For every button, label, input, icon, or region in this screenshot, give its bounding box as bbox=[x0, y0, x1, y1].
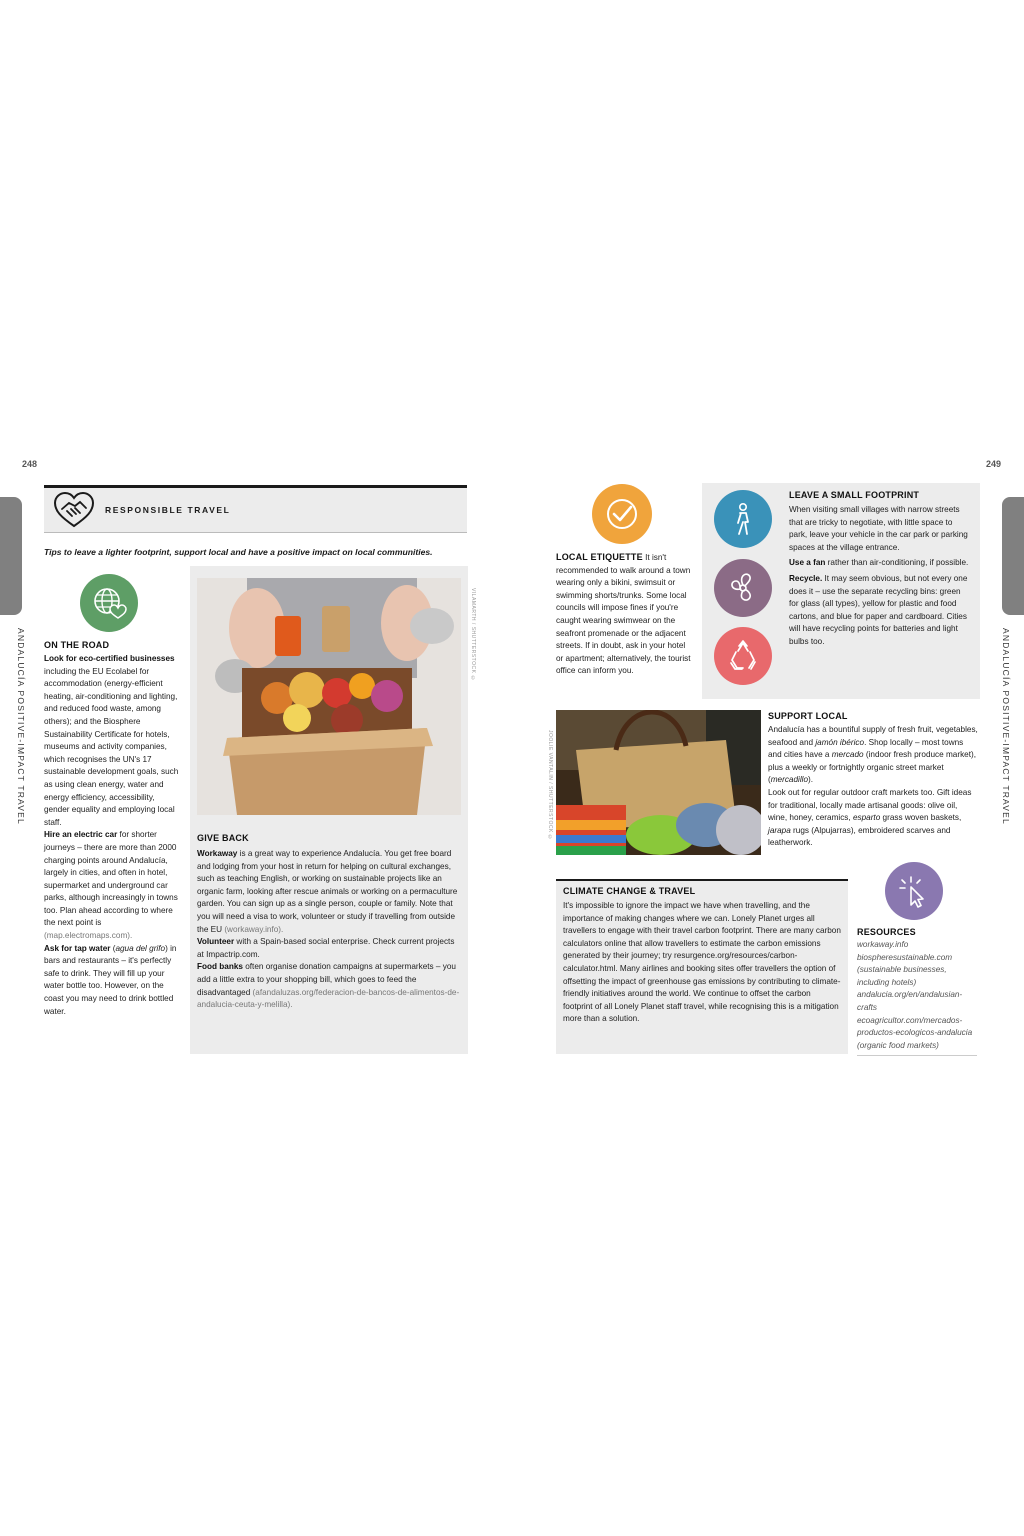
check-icon bbox=[592, 484, 652, 544]
on-the-road-text: Look for eco-certified businesses including the EU Ecolabel for accommodation (energy-efficient heating, air-conditioning and lighting, and reduced food waste, among others); and the Biosphere Sustainability Certificate for hotels, museums and activity companies, which recognises the UN's 17 sustainable development goals, such as using clean energy, water and energy efficiency, accessibility, gender equality and employing local staff. Hire an electric car for shorter journeys – there are more than 2000 charging points around Andalucía, largely in cities, and often in hotel, supermarket and underground car parks, although increasingly in towns too. Plan ahead according to where the next point is (map.electromaps.com). Ask for tap water (agua del grifo) in bars and restaurants – it's perfectly safe to drink. They will fill up your water bottle too. However, on the coast you may need to drink bottled water. bbox=[44, 654, 179, 1016]
resource-item[interactable]: workaway.info bbox=[857, 940, 909, 949]
intro-text: Tips to leave a lighter footprint, support local and have a positive impact on local communities. bbox=[44, 547, 433, 557]
give-back-text: Workaway is a great way to experience Andalucía. You get free board and lodging from your host in return for helping on cultural exchanges, such as teaching English, or working on sustainable projects like an organic farm, looking after rescue animals or working on a permaculture garden. You can sign up as a single person, couple or family. Note that you will need a visa to work, volunteer or study if travelling from outside the EU (workaway.info). Volunteer with a Spain-based social enterprise. Check current projects at Impactrip.com. Food banks often organise donation campaigns at supermarkets – you add a little extra to your shopping bill, which goes to feed the disadvantaged (afandaluzas.org/federacion-de-bancos-de-alimentos-de-andalucia-ceuta-y-melilla). bbox=[197, 849, 460, 1010]
globe-heart-icon bbox=[80, 574, 138, 632]
give-back-heading: GIVE BACK bbox=[197, 833, 249, 843]
fan-icon bbox=[714, 559, 772, 617]
walking-person-icon bbox=[714, 490, 772, 548]
resource-item[interactable]: ecoagricultor.com/mercados-productos-ecologicos-andalucia (organic food markets) bbox=[857, 1015, 973, 1050]
section-title: RESPONSIBLE TRAVEL bbox=[105, 505, 231, 515]
resource-item[interactable]: biospheresustainable.com (sustainable businesses, including hotels) bbox=[857, 952, 953, 987]
footprint-text: When visiting small villages with narrow streets that are tricky to negotiate, with little space to park, leave your vehicle in the car park or parking spaces at the village entrance. Use a fan rather than air-conditioning, if possible. Recycle. It may seem obvious, but not every one does it – use the separate recycling bins: green for glass (all types), yellow for plastic and food cartons, and blue for paper and cardboard. Cities will have recycling points for batteries and light bulbs too. bbox=[789, 504, 972, 649]
on-the-road-heading: ON THE ROAD bbox=[44, 640, 110, 650]
handshake-heart-icon bbox=[53, 491, 95, 529]
support-local-text: Andalucía has a bountiful supply of fresh fruit, vegetables, seafood and jamón ibérico. Shop locally – most towns and cities have a mercado (indoor fresh produce market), plus a weekly or fortnightly organic street market (mercadillo). Look out for regular outdoor craft markets too. Gift ideas for traditional, locally made artisanal goods: olive oil, wine, honey, ceramics, esparto grass woven baskets, jarapa rugs (Alpujarras), embroidered scarves and leatherwork. bbox=[768, 725, 978, 848]
cursor-click-icon bbox=[885, 862, 943, 920]
recycle-icon bbox=[714, 627, 772, 685]
footprint-p1: When visiting small villages with narrow streets that are tricky to negotiate, with little space to park, leave your vehicle in the car park or parking spaces at the village entrance. bbox=[789, 505, 968, 552]
climate-heading: CLIMATE CHANGE & TRAVEL bbox=[563, 886, 696, 896]
photo-credit-left: VILAMARTH / SHUTTERSTOCK © bbox=[470, 588, 476, 682]
food-donation-photo bbox=[197, 578, 461, 815]
chapter-tab-right bbox=[1002, 497, 1024, 615]
resource-item[interactable]: andalucia.org/en/andalusian-crafts bbox=[857, 990, 963, 1012]
chapter-tab-left bbox=[0, 497, 22, 615]
resources-heading: RESOURCES bbox=[857, 927, 916, 937]
climate-text: It's impossible to ignore the impact we have when travelling, and the importance of making changes where we can. Lonely Planet urges all travellers to engage with their travel carbon footprint. There are many carbon calculators online that allow travellers to estimate the carbon emissions generated by their journey; try resurgence.org/resources/carbon-calculator.html. Many airlines and booking sites offer travellers the option of offsetting the impact of greenhouse gas emissions by contributing to climate-friendly initiatives around the world. We continue to offset the carbon footprint of all Lonely Planet staff travel, while recognising this is a mitigation more than a solution. bbox=[563, 901, 841, 1024]
resources-list bbox=[857, 939, 977, 1056]
side-label-right: ANDALUCÍA POSITIVE-IMPACT TRAVEL bbox=[1001, 628, 1011, 825]
page-number-right: 249 bbox=[986, 459, 1002, 469]
page-number-left: 248 bbox=[22, 459, 38, 469]
section-header bbox=[44, 485, 467, 533]
side-label-left: ANDALUCÍA POSITIVE-IMPACT TRAVEL bbox=[16, 628, 26, 825]
footprint-heading: LEAVE A SMALL FOOTPRINT bbox=[789, 490, 920, 500]
local-etiquette-text: LOCAL ETIQUETTE It isn't recommended to walk around a town wearing only a bikini, swimsuit or swimming shorts/trunks. Some local councils will impose fines if you're caught wearing swimwear on the seafront promenade or the adjacent streets. If in doubt, ask in your hotel or apartment; alternatively, the tourist office can inform you. bbox=[556, 552, 691, 676]
support-local-heading: SUPPORT LOCAL bbox=[768, 711, 848, 721]
basket-market-photo bbox=[556, 710, 761, 855]
photo-credit-right: JOOLIE VANTALIN / SHUTTERSTOCK © bbox=[547, 730, 553, 842]
